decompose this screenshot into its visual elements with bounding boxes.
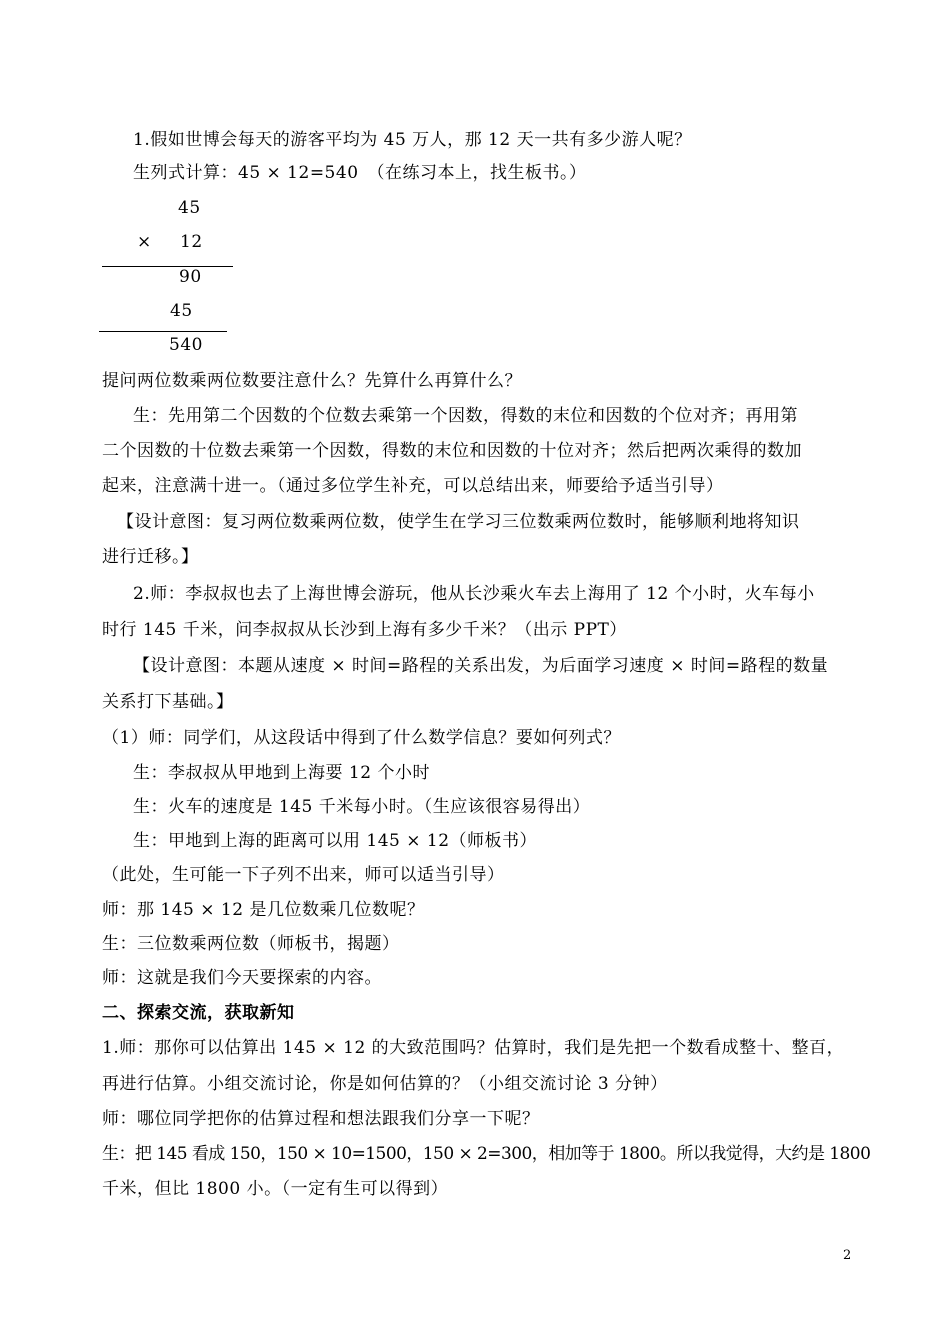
dialogue-line: 师：那 145 × 12 是几位数乘几位数呢？: [102, 900, 425, 920]
dialogue-line: 生：甲地到上海的距离可以用 145 × 12（师板书）: [133, 831, 538, 851]
problem1-answer-line-1: 生：先用第二个因数的个位数去乘第一个因数，得数的末位和因数的个位对齐；再用第: [133, 406, 798, 426]
vertical-partial-2: 45: [170, 301, 193, 321]
problem1-question: 1.假如世博会每天的游客平均为 45 万人，那 12 天一共有多少游人呢？: [133, 130, 692, 150]
page-number: 2: [843, 1248, 852, 1263]
problem1-answer-line-2: 二个因数的十位数去乘第一个因数，得数的末位和因数的十位对齐；然后把两次乘得的数加: [102, 441, 802, 461]
problem1-answer-line-3: 起来，注意满十进一。（通过多位学生补充，可以总结出来，师要给予适当引导）: [102, 476, 724, 496]
dialogue-line: 生：三位数乘两位数（师板书，揭题）: [102, 934, 400, 954]
section-heading: 二、探索交流，获取新知: [102, 1003, 295, 1023]
problem2-question-line-2: 时行 145 千米，问李叔叔从长沙到上海有多少千米？（出示 PPT）: [102, 620, 627, 640]
vertical-result: 540: [169, 335, 203, 355]
vertical-multiply-sign: ×: [137, 232, 152, 252]
dialogue-line: 生：火车的速度是 145 千米每小时。（生应该很容易得出）: [133, 797, 591, 817]
section2-line: 千米，但比 1800 小。（一定有生可以得到）: [102, 1179, 449, 1199]
vertical-top-number: 45: [178, 198, 201, 218]
problem1-design-line-2: 进行迁移。】: [102, 547, 199, 567]
problem2-question-line-1: 2.师：李叔叔也去了上海世博会游玩，他从长沙乘火车去上海用了 12 个小时，火车每小: [133, 584, 815, 604]
section2-line: 生：把 145 看成 150，150 × 10=1500，150 × 2=300，相加等于 1800。所以我觉得，大约是 1800: [102, 1144, 871, 1164]
problem2-design-line-1: 【设计意图：本题从速度 × 时间=路程的关系出发，为后面学习速度 × 时间=路程的数量: [133, 656, 829, 676]
section2-line: 1.师：那你可以估算出 145 × 12 的大致范围吗？估算时，我们是先把一个数看成整十、整百，: [102, 1038, 845, 1058]
problem1-prompt: 提问两位数乘两位数要注意什么？先算什么再算什么？: [102, 371, 522, 391]
dialogue-line: （此处，生可能一下子列不出来，师可以适当引导）: [102, 865, 505, 885]
vertical-rule-2: [99, 331, 227, 332]
vertical-rule-1: [102, 266, 233, 267]
dialogue-line: （1）师：同学们，从这段话中得到了什么数学信息？要如何列式？: [102, 728, 621, 748]
problem1-student-calc: 生列式计算：45 × 12=540 （在练习本上，找生板书。）: [133, 163, 587, 183]
dialogue-line: 师：这就是我们今天要探索的内容。: [102, 968, 382, 988]
problem2-design-line-2: 关系打下基础。】: [102, 692, 234, 712]
dialogue-line: 生：李叔叔从甲地到上海要 12 个小时: [133, 763, 430, 783]
problem1-design-line-1: 【设计意图：复习两位数乘两位数，使学生在学习三位数乘两位数时，能够顺利地将知识: [117, 512, 800, 532]
section2-line: 师：哪位同学把你的估算过程和想法跟我们分享一下呢？: [102, 1109, 540, 1129]
vertical-multiplier: 12: [180, 232, 203, 252]
section2-line: 再进行估算。小组交流讨论，你是如何估算的？（小组交流讨论 3 分钟）: [102, 1074, 668, 1094]
vertical-partial-1: 90: [179, 267, 202, 287]
